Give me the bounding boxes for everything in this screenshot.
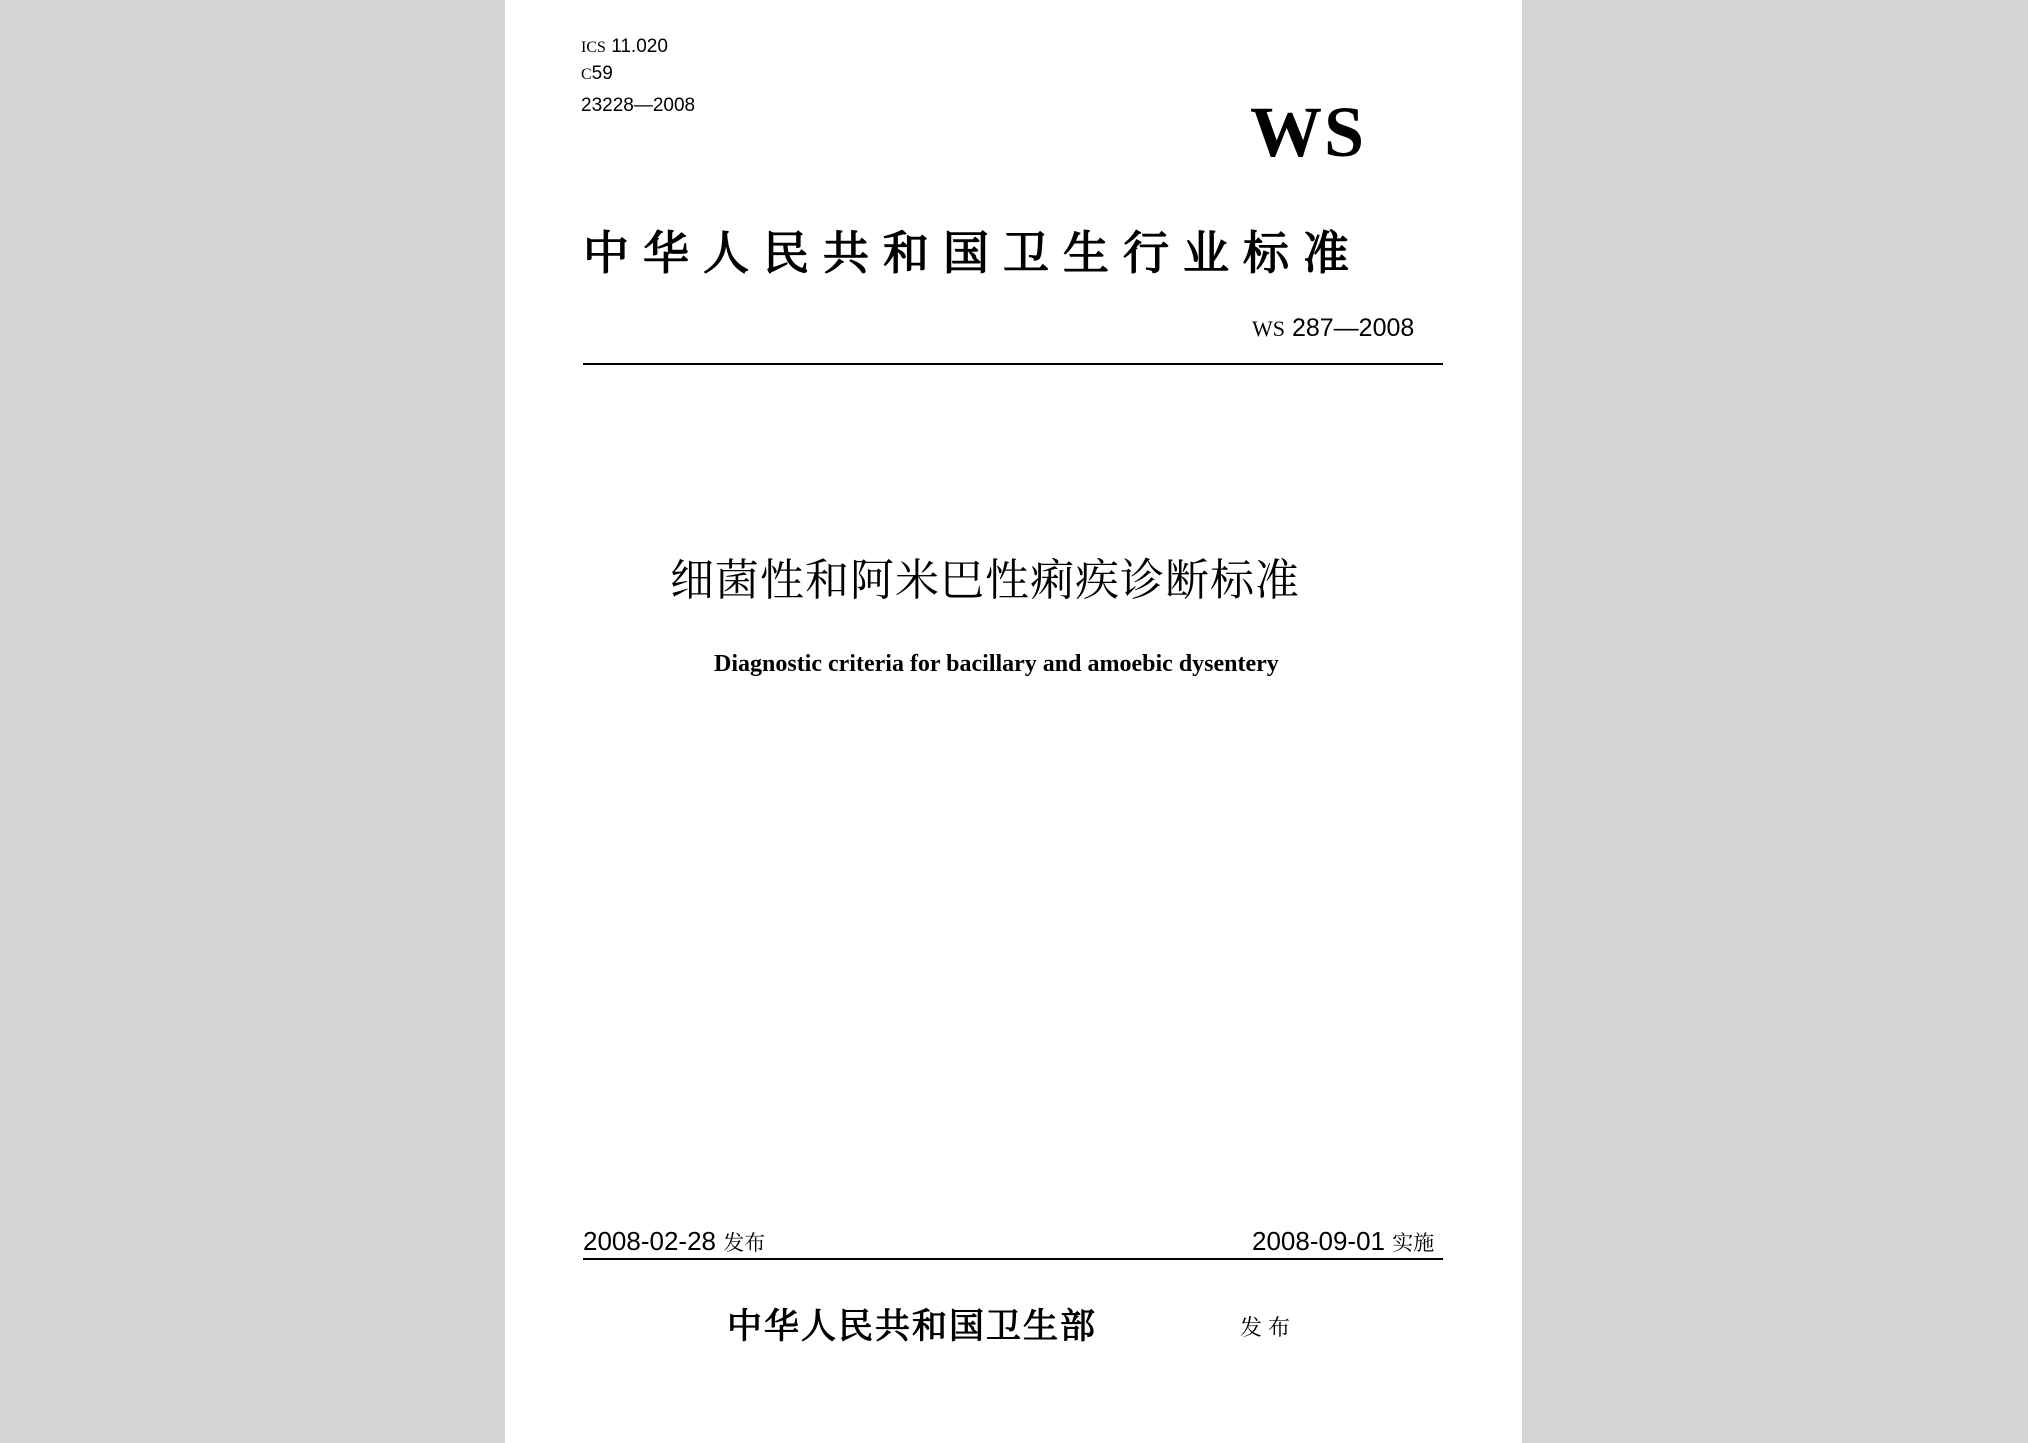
- filing-number: 23228—2008: [581, 95, 696, 116]
- release-label: 发布: [723, 1231, 766, 1255]
- ics-code: [581, 37, 668, 56]
- classification-code: [581, 64, 613, 83]
- ics-value: 11.020: [611, 36, 668, 57]
- ics-prefix: ICS: [581, 39, 606, 56]
- footer-rule: [583, 1258, 1443, 1260]
- document-title-cn: 细菌性和阿米巴性痢疾诊断标准: [670, 555, 1300, 606]
- implement-label: 实施: [1392, 1231, 1435, 1255]
- release-date: [583, 1228, 765, 1254]
- issuer-label: 发布: [1240, 1316, 1297, 1341]
- document-page: [505, 0, 1522, 1443]
- document-title-en: Diagnostic criteria for bacillary and amoebic dysentery: [714, 651, 1279, 677]
- class-prefix: C: [581, 66, 592, 83]
- header-rule: [583, 363, 1443, 365]
- release-date-value: 2008-02-28: [583, 1226, 716, 1256]
- class-value: 59: [591, 63, 613, 84]
- standard-number-value: 287—2008: [1291, 314, 1415, 342]
- issuing-authority: 中华人民共和国卫生部: [727, 1307, 1098, 1347]
- implement-date-value: 2008-09-01: [1252, 1226, 1385, 1256]
- standard-number-prefix: WS: [1252, 316, 1285, 341]
- standard-number: [1252, 316, 1414, 341]
- ws-mark: WS: [1250, 92, 1367, 172]
- implement-date: [1252, 1228, 1434, 1254]
- org-title: 中华人民共和国卫生行业标准: [583, 226, 1363, 280]
